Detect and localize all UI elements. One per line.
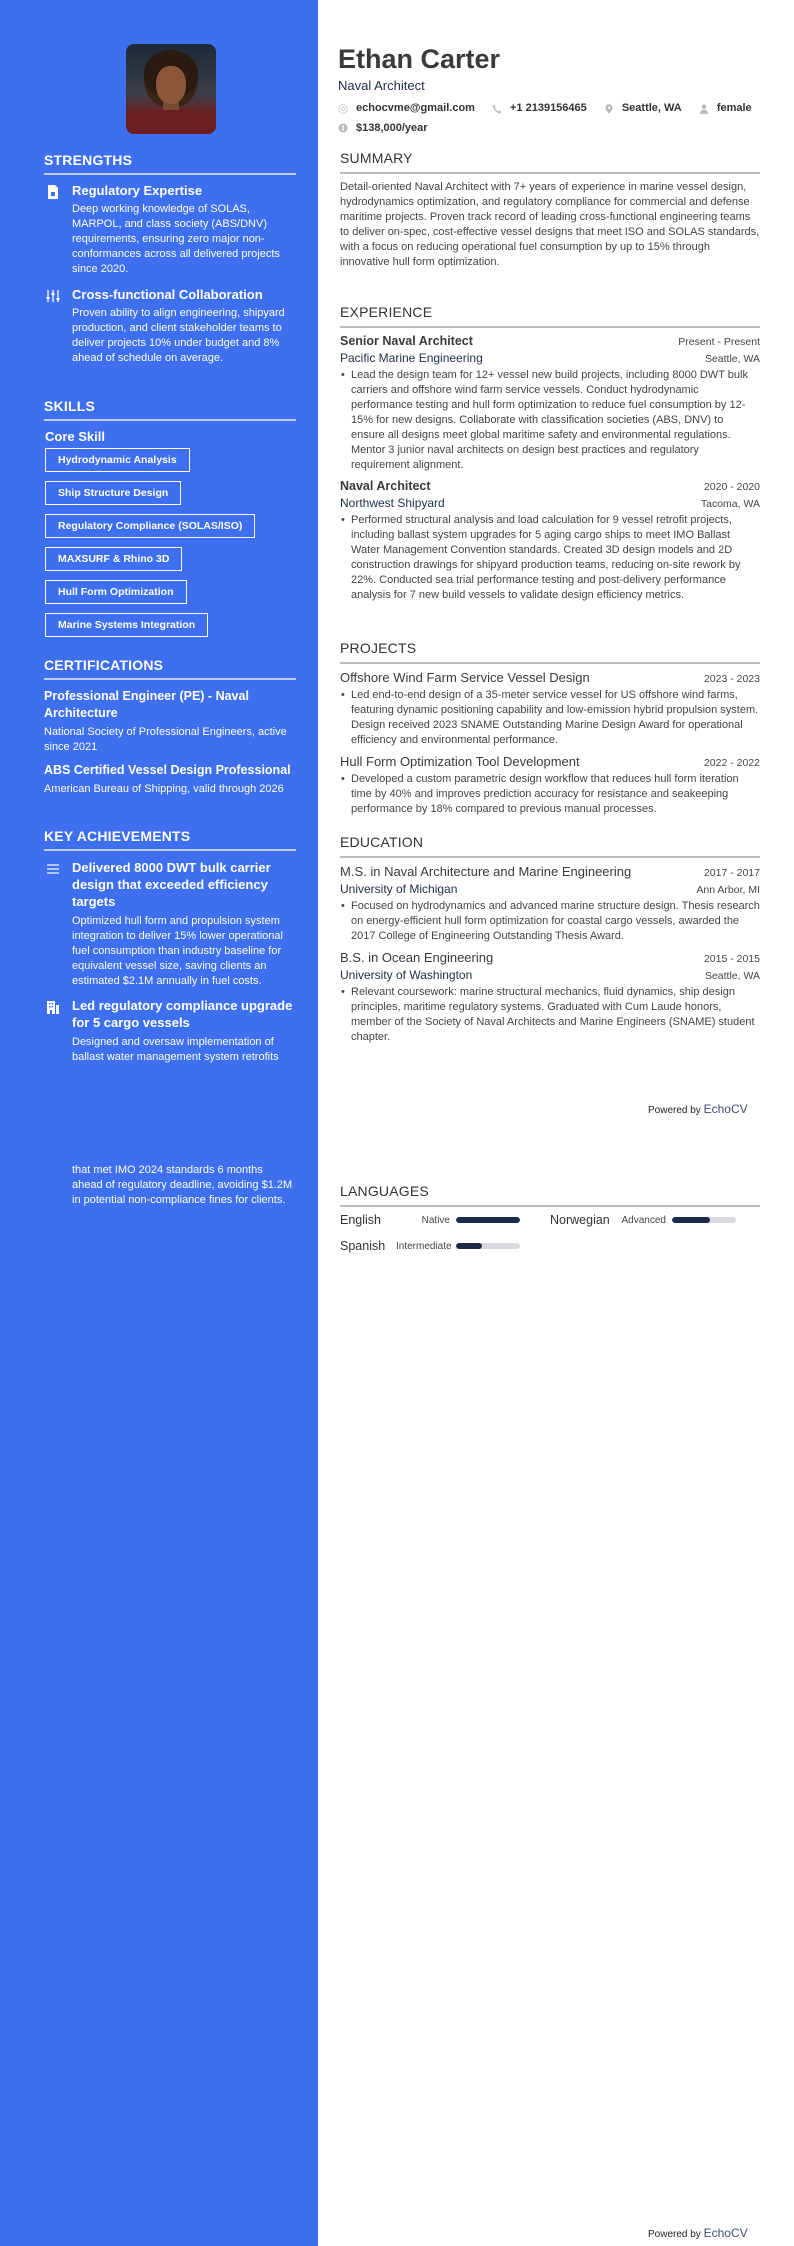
achievement-item xyxy=(44,859,296,989)
achievement-heading: Delivered 8000 DWT bulk carrier design that exceeded efficiency targets xyxy=(72,860,271,909)
education-dates: 2017 - 2017 xyxy=(703,867,760,879)
achievement-text: that met IMO 2024 standards 6 months ahead of regulatory deadline, avoiding $1.2M in potential non-compliance fines for clients. xyxy=(72,1164,293,1206)
summary-text: Detail-oriented Naval Architect with 7+ years of experience in marine vessel design, hydrodynamics optimization, and regulatory compliance for commercial and defense maritime projects. Proven track record of leading cross-functional engineering teams to deliver on-spec, cost-effective vessel designs that meet ISO and SOLAS standards, with a focus on reducing operational fuel consumption by up to 15% through innovative hull form optimization. xyxy=(340,181,760,268)
building-icon xyxy=(46,1000,60,1014)
language-proficiency-bar xyxy=(456,1217,520,1223)
school-location: Seattle, WA xyxy=(704,970,760,982)
project-name: Hull Form Optimization Tool Development xyxy=(340,754,580,769)
location-pin-icon xyxy=(604,104,614,114)
certification-text: American Bureau of Shipping, valid through 2026 xyxy=(44,783,284,795)
section-title: SUMMARY xyxy=(340,150,760,174)
achievement-text: Designed and oversaw implementation of ballast water management system retrofits xyxy=(72,1036,279,1063)
education-bullet: • Focused on hydrodynamics and advanced marine structure design. Thesis research on energy-efficient hull form optimization for coastal cargo vessels, awarded the 2017 College of Engineering Outstanding Thesis Award. xyxy=(340,899,760,944)
skills-section xyxy=(44,398,296,646)
contact-location: Seattle, WA xyxy=(604,100,682,117)
experience-section xyxy=(340,304,760,609)
powered-by-footer: Powered by EchoCV xyxy=(648,2226,748,2240)
brand-link[interactable]: EchoCV xyxy=(703,2226,748,2240)
section-title: KEY ACHIEVEMENTS xyxy=(44,828,296,851)
experience-entry xyxy=(340,334,760,473)
section-title: CERTIFICATIONS xyxy=(44,657,296,680)
contact-email: echocvme@gmail.com xyxy=(338,100,475,117)
powered-by-footer: Powered by EchoCV xyxy=(648,1102,748,1116)
language-name: English xyxy=(340,1213,381,1227)
achievement-text: Optimized hull form and propulsion system integration to deliver 15% lower operational fuel consumption than industry baseline for equivalent vessel size, saving clients an estimated $2.1M annually in fuel costs. xyxy=(72,915,283,987)
strength-heading: Regulatory Expertise xyxy=(72,183,203,198)
project-dates: 2023 - 2023 xyxy=(703,673,760,685)
strengths-section xyxy=(44,152,296,376)
section-title: STRENGTHS xyxy=(44,152,296,175)
sliders-icon xyxy=(46,289,60,303)
language-name: Spanish xyxy=(340,1239,386,1253)
education-entry xyxy=(340,950,760,1045)
person-icon xyxy=(699,104,709,114)
experience-entry xyxy=(340,479,760,603)
language-item xyxy=(340,1213,550,1227)
strength-text: Proven ability to align engineering, shipyard production, and client stakeholder teams to deliver projects 10% under budget and 8% ahead of schedule on average. xyxy=(72,307,285,364)
school-name: University of Washington xyxy=(340,968,473,982)
section-title: SKILLS xyxy=(44,398,296,421)
education-section xyxy=(340,834,760,1051)
contact-phone: +1 2139156465 xyxy=(492,100,587,117)
job-title: Naval Architect xyxy=(338,78,425,93)
job-bullet: • Performed structural analysis and load calculation for 9 vessel retrofit projects, including ballast system upgrades for 5 aging cargo ships to meet IMO Ballast Water Management Convention standards. Created 3D design models and 2D construction drawings for shipyard production teams, reducing on-site rework by 22%. Conducted sea trial performance testing and post-delivery performance analysis for 7 new build vessels to validate design efficiency metrics. xyxy=(340,513,760,603)
section-title: LANGUAGES xyxy=(340,1183,760,1207)
project-dates: 2022 - 2022 xyxy=(703,757,760,769)
skill-tag: Marine Systems Integration xyxy=(45,613,208,637)
language-proficiency-bar xyxy=(456,1243,520,1249)
certification-heading: Professional Engineer (PE) - Naval Architecture xyxy=(44,689,249,720)
degree: B.S. in Ocean Engineering xyxy=(340,950,494,965)
certification-heading: ABS Certified Vessel Design Professional xyxy=(44,763,291,777)
degree: M.S. in Naval Architecture and Marine Engineering xyxy=(340,864,632,879)
languages-section xyxy=(340,1183,760,1253)
section-title: EXPERIENCE xyxy=(340,304,760,328)
job-dates: 2020 - 2020 xyxy=(703,481,760,493)
language-item xyxy=(340,1239,550,1253)
achievements-section xyxy=(44,828,296,1073)
company-name: Pacific Marine Engineering xyxy=(340,351,483,365)
language-name: Norwegian xyxy=(550,1213,610,1227)
school-name: University of Michigan xyxy=(340,882,458,896)
contact-salary: $138,000/year xyxy=(338,120,428,137)
skill-tag: Regulatory Compliance (SOLAS/ISO) xyxy=(45,514,255,538)
education-dates: 2015 - 2015 xyxy=(703,953,760,965)
job-role: Senior Naval Architect xyxy=(340,334,473,348)
project-bullet: • Led end-to-end design of a 35-meter service vessel for US offshore wind farms, featuring dynamic positioning capability and low-emission hybrid propulsion system. Design received 2023 SNAME Outstanding Marine Design Award for operational efficiency and environmental performance. xyxy=(340,688,760,748)
contact-list xyxy=(338,100,778,139)
phone-icon xyxy=(492,104,502,114)
language-level: Intermediate xyxy=(396,1240,452,1252)
strength-item xyxy=(44,287,296,366)
language-level: Advanced xyxy=(621,1214,666,1226)
achievement-text-continued xyxy=(44,1163,296,1208)
strength-item xyxy=(44,183,296,277)
project-bullet: • Developed a custom parametric design workflow that reduces hull form iteration time by 40% and improves prediction accuracy for resistance and seakeeping performance by 18% compared to previous manual processes. xyxy=(340,772,760,817)
avatar xyxy=(126,44,216,134)
certification-item xyxy=(44,688,296,755)
skill-tag: Ship Structure Design xyxy=(45,481,181,505)
main-content xyxy=(318,0,794,2246)
project-entry xyxy=(340,754,760,817)
skill-tag: Hydrodynamic Analysis xyxy=(45,448,190,472)
menu-lines-icon xyxy=(46,862,60,876)
job-bullet: • Lead the design team for 12+ vessel new build projects, including 8000 DWT bulk carriers and offshore wind farm service vessels. Conduct hydrodynamic performance testing and hull form optimization to reduce fuel consumption by 12-15% for new designs. Collaborate with classification societies (ABS, DNV) to ensure all designs meet global maritime safety and environmental regulations. Mentor 3 junior naval architects on design best practices and regulatory requirement alignment. xyxy=(340,368,760,473)
certification-text: National Society of Professional Engineers, active since 2021 xyxy=(44,726,287,753)
document-icon xyxy=(46,185,60,199)
strength-heading: Cross-functional Collaboration xyxy=(72,287,263,302)
job-location: Seattle, WA xyxy=(704,353,760,365)
certifications-section xyxy=(44,657,296,804)
skill-group-label: Core Skill xyxy=(45,429,105,444)
job-role: Naval Architect xyxy=(340,479,431,493)
language-proficiency-bar xyxy=(672,1217,736,1223)
education-entry xyxy=(340,864,760,944)
language-item xyxy=(550,1213,760,1227)
sidebar xyxy=(0,0,318,2246)
skill-tag: Hull Form Optimization xyxy=(45,580,187,604)
brand-link[interactable]: EchoCV xyxy=(703,1102,748,1116)
job-location: Tacoma, WA xyxy=(700,498,760,510)
summary-section xyxy=(340,150,760,270)
achievement-item xyxy=(44,997,296,1065)
skill-tag: MAXSURF & Rhino 3D xyxy=(45,547,182,571)
school-location: Ann Arbor, MI xyxy=(696,884,760,896)
projects-section xyxy=(340,640,760,823)
achievement-heading: Led regulatory compliance upgrade for 5 cargo vessels xyxy=(72,998,293,1030)
section-title: PROJECTS xyxy=(340,640,760,664)
section-title: EDUCATION xyxy=(340,834,760,858)
strength-text: Deep working knowledge of SOLAS, MARPOL, and class society (ABS/DNV) requirements, ensuring zero major non-conformances across all delivered projects since 2020. xyxy=(72,203,280,275)
education-bullet: • Relevant coursework: marine structural mechanics, fluid dynamics, ship design principles, maritime regulatory systems. Graduated with Cum Laude honors, member of the Society of Naval Architects and Marine Engineers (SNAME) student chapter. xyxy=(340,985,760,1045)
certification-item xyxy=(44,762,296,797)
project-entry xyxy=(340,670,760,748)
language-level: Native xyxy=(421,1214,450,1226)
project-name: Offshore Wind Farm Service Vessel Design xyxy=(340,670,590,685)
contact-gender: female xyxy=(699,100,752,117)
salary-icon xyxy=(338,123,348,133)
company-name: Northwest Shipyard xyxy=(340,496,445,510)
at-icon xyxy=(338,104,348,114)
candidate-name: Ethan Carter xyxy=(338,44,501,74)
job-dates: Present - Present xyxy=(678,336,760,348)
